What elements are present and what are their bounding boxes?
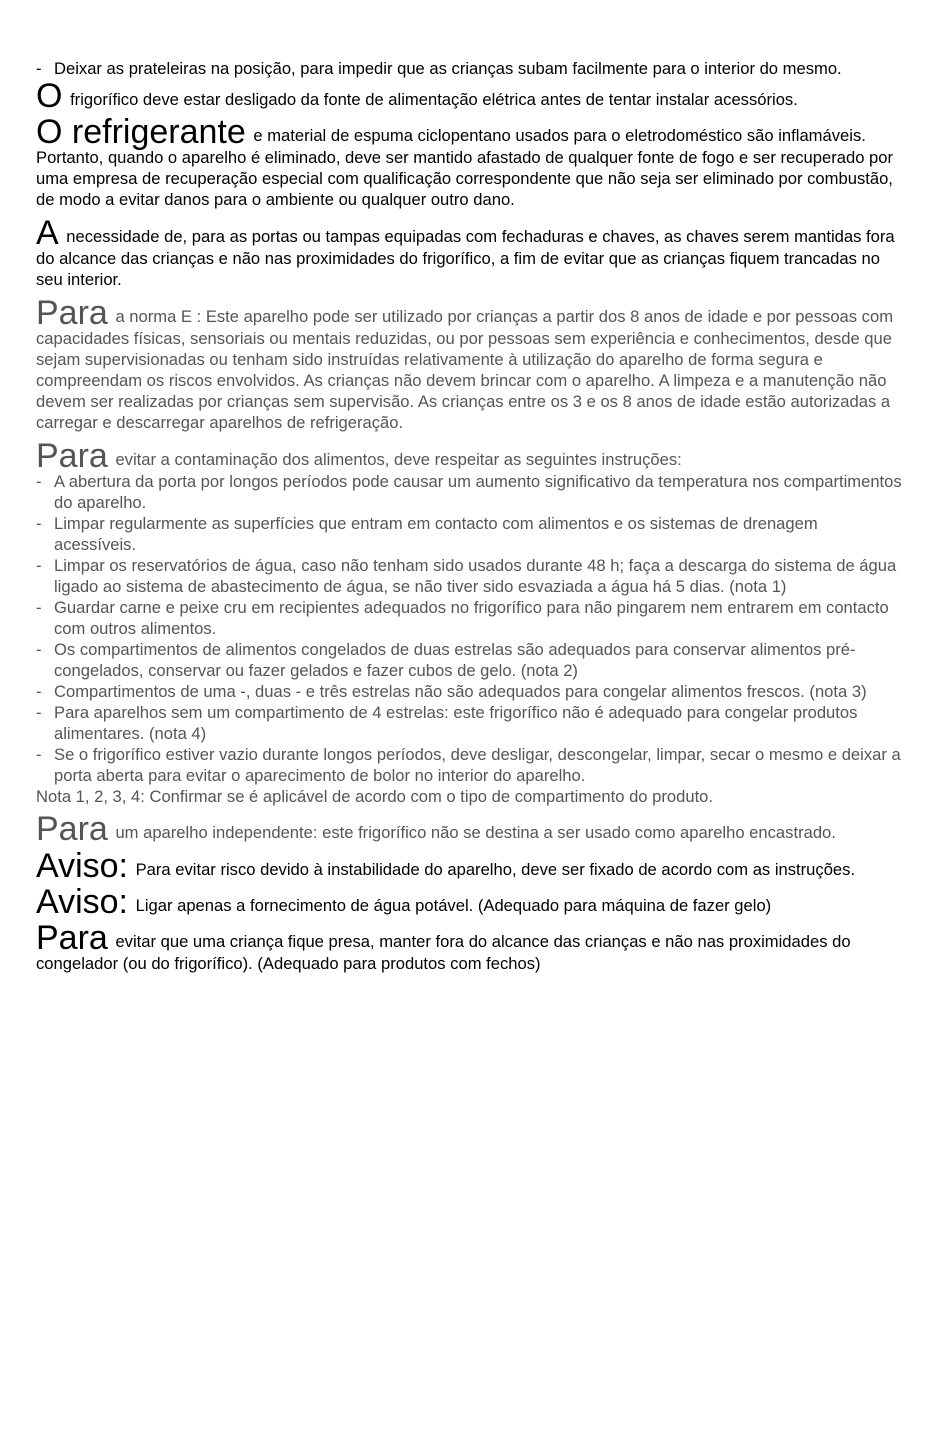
lead-word: A — [36, 214, 59, 252]
document-page — [36, 58, 902, 974]
section-contamination — [36, 437, 902, 807]
lead-word: Para — [36, 919, 108, 957]
paragraph-text: a norma E : Este aparelho pode ser utilizado por crianças a partir dos 8 anos de idade e por pessoas com capacidades físicas, sensoriais ou mentais reduzidas, ou por pessoas sem experiência e conhecimentos, desde que sejam supervisionadas ou tenham sido instruídas relativamente à utilização do aparelho de forma segura e compreendam os riscos envolvidos. As crianças não devem brincar com o aparelho. A limpeza e a manutenção não devem ser realizadas por crianças sem supervisão. As crianças entre os 3 e os 8 anos de idade estão autorizadas a carregar e descarregar aparelhos de refrigeração. — [36, 307, 894, 432]
list-item — [36, 639, 902, 681]
lead-word: Aviso: — [36, 883, 128, 921]
bullet-dash: - — [36, 556, 42, 575]
lead-word: Para — [36, 437, 108, 475]
list-item — [36, 681, 902, 702]
list-item-shelves — [36, 58, 902, 79]
list-item-text: Os compartimentos de alimentos congelados de duas estrelas são adequados para conservar alimentos pré-congelados, conservar ou fazer gelados e fazer cubos de gelo. (nota 2) — [54, 640, 856, 680]
bullet-dash: - — [36, 472, 42, 491]
bullet-dash: - — [36, 703, 42, 722]
paragraph-text: evitar a contaminação dos alimentos, deve respeitar as seguintes instruções: — [110, 450, 682, 469]
paragraph-text: e material de espuma ciclopentano usados para o eletrodoméstico são inflamáveis. Portanto, quando o aparelho é eliminado, deve ser mantido afastado de qualquer fonte de fogo e ser recuperado por uma empresa de recuperação especial com qualificação correspondente que não seja ser eliminado por combustão, de modo a evitar danos para o ambiente ou qualquer outro dano. — [36, 126, 894, 209]
footnote: Nota 1, 2, 3, 4: Confirmar se é aplicável de acordo com o tipo de compartimento do produto. — [36, 787, 714, 806]
lead-word: Para — [36, 294, 108, 332]
warning-water — [36, 883, 902, 921]
list-item — [36, 702, 902, 744]
bullet-dash: - — [36, 682, 42, 701]
warning-instability — [36, 847, 902, 885]
list-item-text: Limpar os reservatórios de água, caso não tenham sido usados durante 48 h; faça a descarga do sistema de água ligado ao sistema de abastecimento de água, se não tiver sido esvaziada a água há 5 dias. (nota 1) — [54, 556, 897, 596]
paragraph-text: Ligar apenas a fornecimento de água potável. (Adequado para máquina de fazer gelo) — [130, 896, 772, 915]
paragraph-text: necessidade de, para as portas ou tampas equipadas com fechaduras e chaves, as chaves serem mantidas fora do alcance das crianças e não nas proximidades do frigorífico, a fim de evitar que as crianças fiquem trancadas no seu interior. — [36, 227, 895, 289]
paragraph-refrigerant — [36, 113, 902, 210]
paragraph-accessories — [36, 77, 902, 115]
list-item — [36, 471, 902, 513]
list-item — [36, 744, 902, 786]
list-item-text: Limpar regularmente as superfícies que entram em contacto com alimentos e os sistemas de drenagem acessíveis. — [54, 514, 818, 554]
bullet-dash: - — [36, 640, 42, 659]
paragraph-text: frigorífico deve estar desligado da fonte de alimentação elétrica antes de tentar instalar acessórios. — [65, 90, 798, 109]
list-item — [36, 597, 902, 639]
list-item-text: Compartimentos de uma -, duas - e três estrelas não são adequados para congelar alimentos frescos. (nota 3) — [54, 682, 867, 701]
paragraph-norm — [36, 294, 902, 433]
list-item-text: Para aparelhos sem um compartimento de 4 estrelas: este frigorífico não é adequado para congelar produtos alimentares. (nota 4) — [54, 703, 858, 743]
list-item-text: Deixar as prateleiras na posição, para impedir que as crianças subam facilmente para o interior do mesmo. — [54, 59, 842, 78]
paragraph-keys — [36, 214, 902, 290]
bullet-dash: - — [36, 59, 42, 78]
paragraph-text: Para evitar risco devido à instabilidade do aparelho, deve ser fixado de acordo com as instruções. — [130, 860, 856, 879]
bullet-dash: - — [36, 514, 42, 533]
bullet-dash: - — [36, 598, 42, 617]
lead-word: O refrigerante — [36, 113, 246, 151]
paragraph-text: evitar que uma criança fique presa, manter fora do alcance das crianças e não nas proximidades do congelador (ou do frigorífico). (Adequado para produtos com fechos) — [36, 932, 851, 973]
bullet-dash: - — [36, 745, 42, 764]
lead-word: Para — [36, 810, 108, 848]
list-item-text: A abertura da porta por longos períodos pode causar um aumento significativo da temperatura nos compartimentos do aparelho. — [54, 472, 902, 512]
lead-word: O — [36, 77, 63, 115]
paragraph-trapped — [36, 919, 902, 974]
list-item-text: Se o frigorífico estiver vazio durante longos períodos, deve desligar, descongelar, limpar, secar o mesmo e deixar a porta aberta para evitar o aparecimento de bolor no interior do aparelho. — [54, 745, 901, 785]
list-item-text: Guardar carne e peixe cru em recipientes adequados no frigorífico para não pingarem nem entrarem em contacto com outros alimentos. — [54, 598, 889, 638]
lead-word: Aviso: — [36, 847, 128, 885]
paragraph-contamination — [36, 437, 902, 475]
paragraph-freestanding — [36, 810, 902, 848]
paragraph-text: um aparelho independente: este frigorífico não se destina a ser usado como aparelho encastrado. — [110, 823, 836, 842]
list-item — [36, 513, 902, 555]
list-item — [36, 555, 902, 597]
